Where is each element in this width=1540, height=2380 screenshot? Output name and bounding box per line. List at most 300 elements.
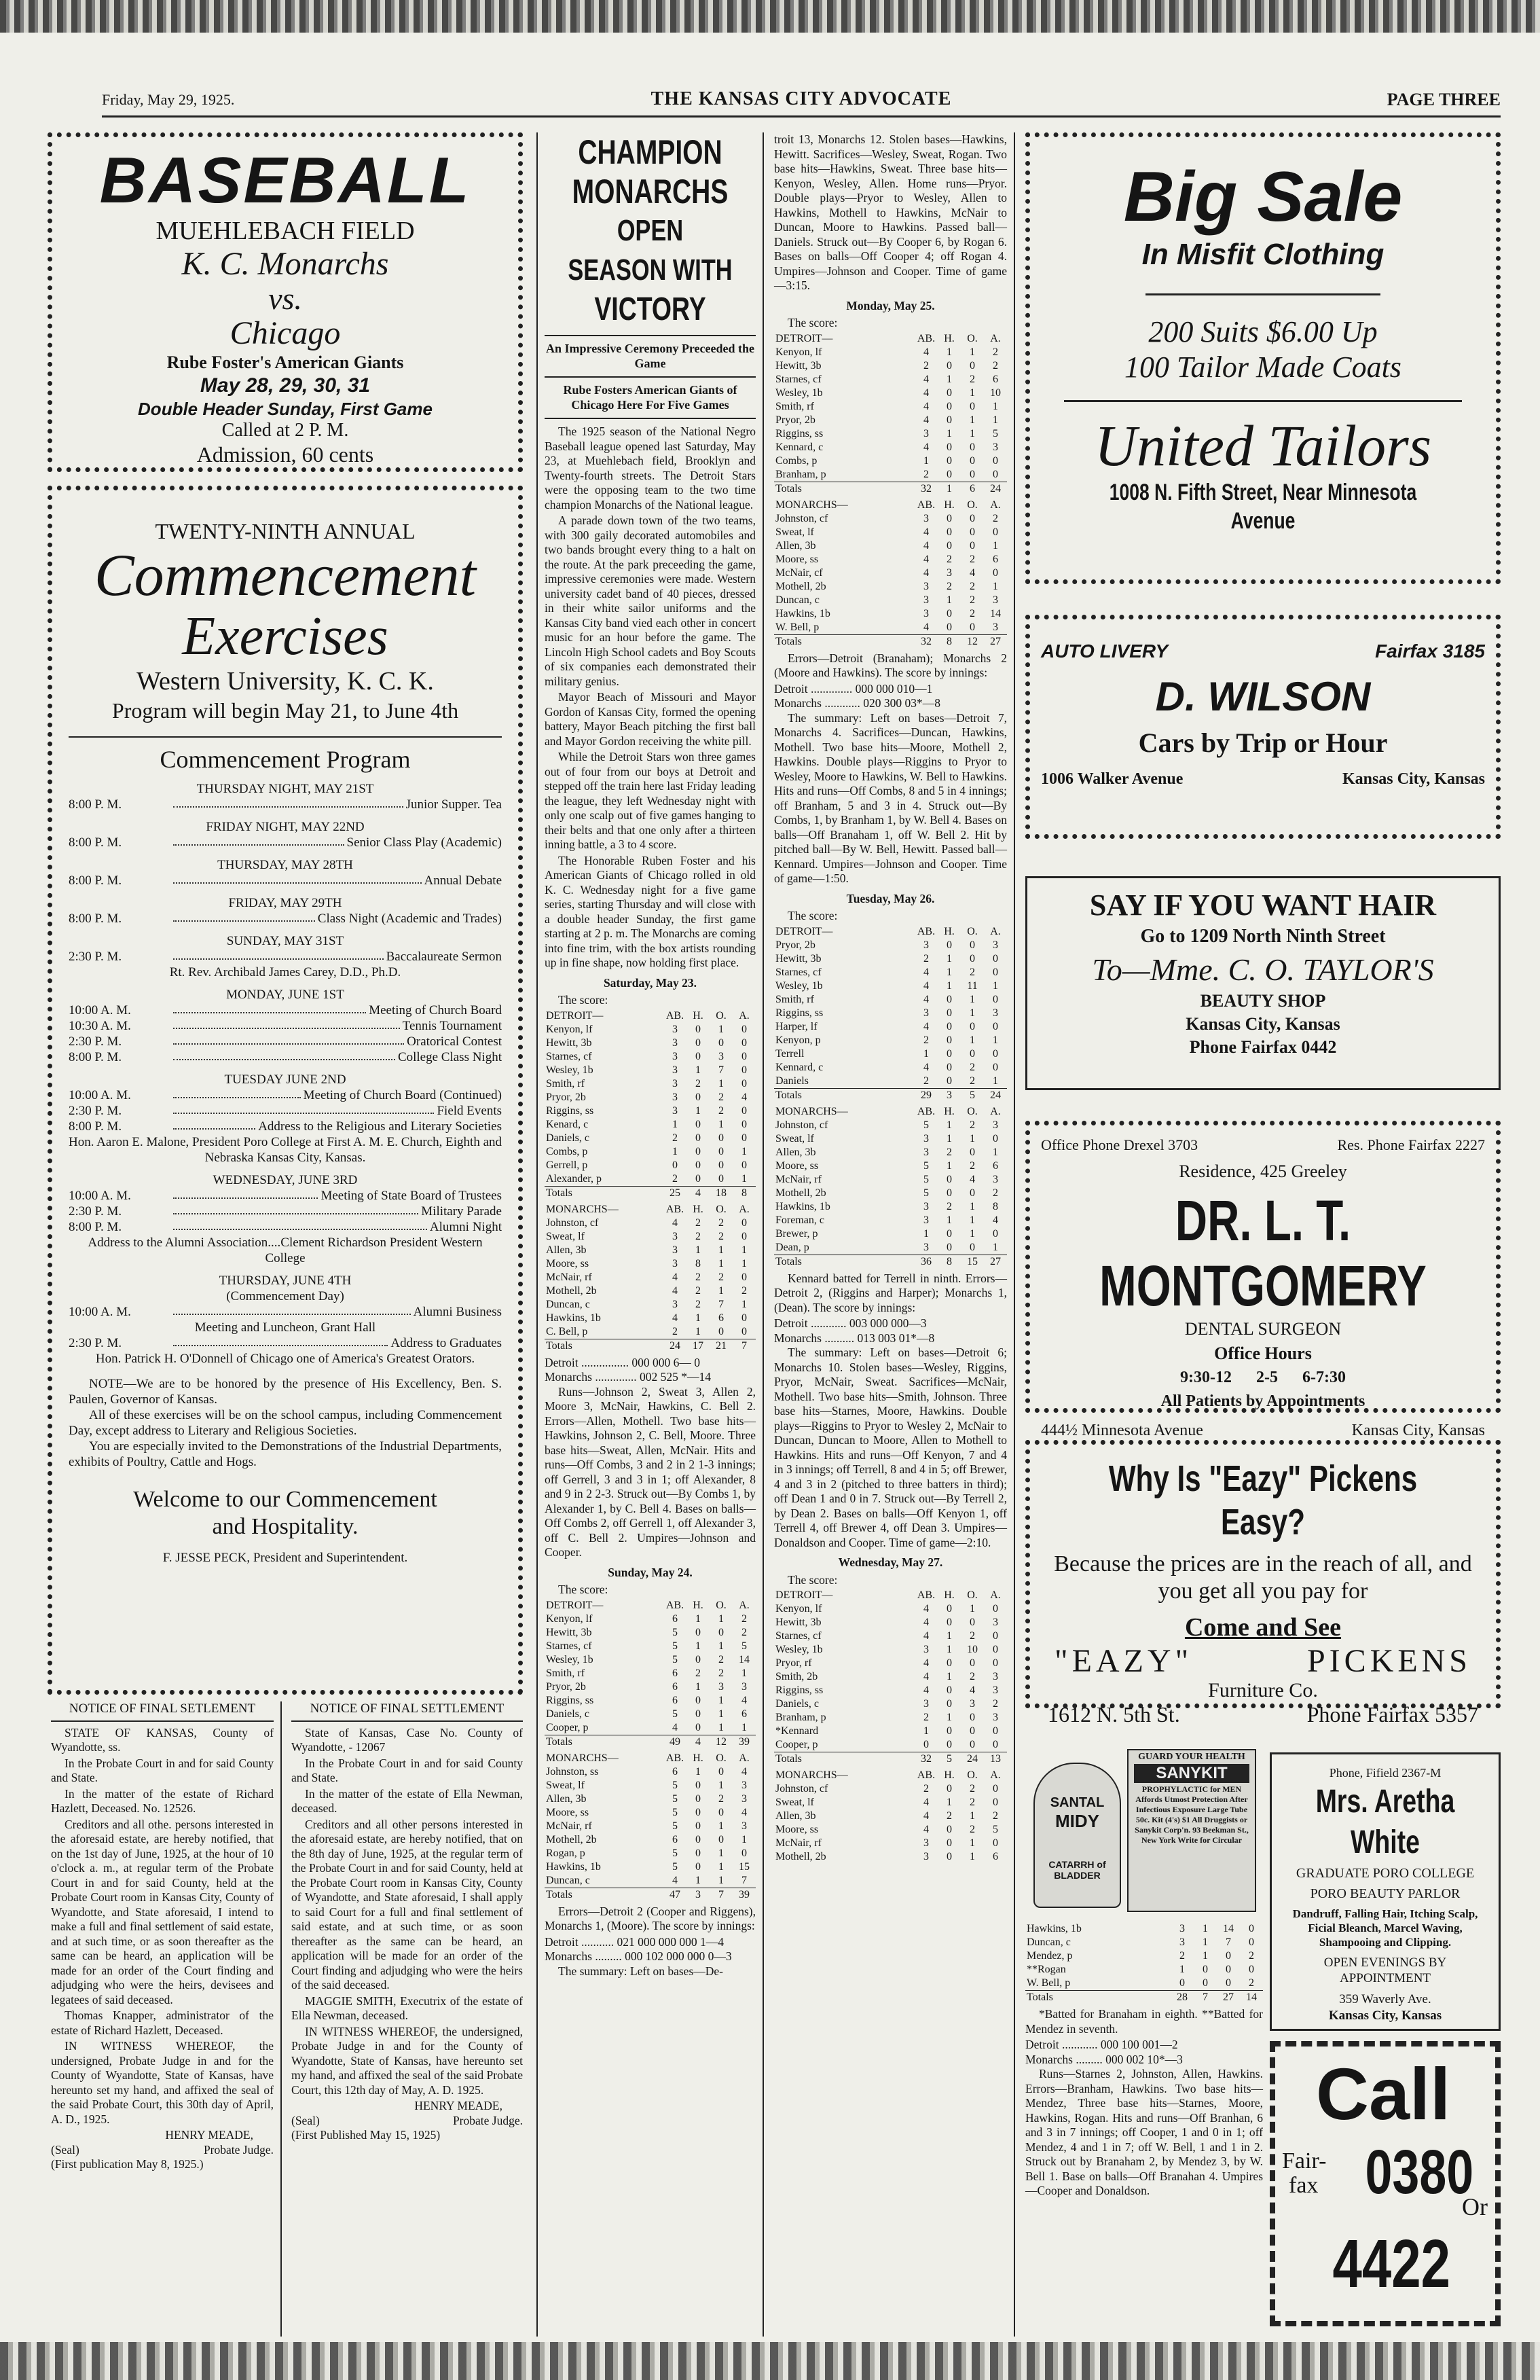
player-name: Allen, 3b <box>775 1146 816 1158</box>
player-stat: 5 <box>672 1806 678 1818</box>
player-stat: 1 <box>718 1612 724 1625</box>
player-row <box>545 1077 756 1091</box>
player-stat: 2 <box>970 1797 975 1808</box>
player-stat: 0 <box>741 1325 747 1337</box>
phone-0380: 0380 <box>1365 2138 1474 2207</box>
player-stat: 0 <box>947 512 952 524</box>
player-stat: 3 <box>741 1792 747 1805</box>
player-row <box>774 539 1007 553</box>
midy-word: MIDY <box>1055 1811 1099 1831</box>
player-stat: 6 <box>672 1680 678 1693</box>
player-stat: 5 <box>672 1626 678 1638</box>
player-stat: 1 <box>741 1298 747 1310</box>
player-row <box>774 454 1007 468</box>
player-row <box>774 1187 1007 1200</box>
player-stat: 6 <box>993 1159 998 1172</box>
player-stat: 4 <box>923 1061 929 1073</box>
livery-phone: Fairfax 3185 <box>1375 641 1485 662</box>
player-name: Wesley, 1b <box>775 979 823 992</box>
player-name: Wesley, 1b <box>546 1653 593 1665</box>
player-stat: 1 <box>947 1214 952 1226</box>
player-stat: 2 <box>718 1792 724 1805</box>
event-time: 10:00 A. M. <box>69 1003 131 1017</box>
note-demonstrations: You are especially invited to the Demonstrations of the Industrial Departments, exhibits of Poultry, Cattle and Hogs. <box>69 1439 502 1469</box>
player-stat: 4 <box>923 373 929 385</box>
player-name: Allen, 3b <box>775 1810 816 1822</box>
player-stat: 1 <box>947 1671 952 1682</box>
dot-leader <box>173 1003 366 1013</box>
player-stat: 5 <box>923 1119 929 1131</box>
notice-final-settlement-newman <box>289 1701 523 2337</box>
player-name: Starnes, cf <box>546 1640 592 1652</box>
sanykit-brand: SANYKIT <box>1134 1764 1249 1783</box>
player-stat: 1 <box>970 1810 975 1822</box>
player-stat: 0 <box>993 566 998 579</box>
stat-header: A. <box>990 1105 1001 1117</box>
player-name: W. Bell, p <box>1027 1977 1071 1989</box>
player-stat: 4 <box>923 1684 929 1696</box>
player-row <box>545 1216 756 1230</box>
player-stat: 1 <box>993 1241 998 1253</box>
player-stat: 4 <box>923 993 929 1005</box>
boxscore-header <box>774 499 1007 512</box>
player-stat: 4 <box>970 1684 975 1696</box>
dot-leader <box>173 1335 388 1346</box>
totals-stat: 24 <box>961 1752 984 1767</box>
player-stat: 0 <box>741 1847 747 1859</box>
team-monarchs: K. C. Monarchs <box>181 246 389 282</box>
program-dates: Program will begin May 21, to June 4th <box>111 698 459 723</box>
player-stat: 1 <box>947 1132 952 1144</box>
totals-stat: 32 <box>915 1752 938 1767</box>
player-name: Sweat, lf <box>546 1779 585 1791</box>
totals-stat: 39 <box>733 1888 756 1902</box>
notice2-judge: HENRY MEADE, <box>414 2099 502 2112</box>
event-name: Oratorical Contest <box>407 1034 502 1049</box>
player-name: Daniels, c <box>775 1698 819 1710</box>
player-stat: 5 <box>672 1653 678 1665</box>
player-row <box>545 1833 756 1847</box>
dentist-res-phone: Res. Phone Fairfax 2227 <box>1337 1136 1485 1153</box>
livery-city: Kansas City, Kansas <box>1342 770 1485 788</box>
player-name: Smith, rf <box>775 400 814 412</box>
player-stat: 1 <box>695 1612 701 1625</box>
wednesday-title: Wednesday, May 27. <box>838 1555 943 1569</box>
player-row <box>545 1792 756 1806</box>
catarrh-text: CATARRH of BLADDER <box>1048 1859 1106 1881</box>
hours-morning: 9:30-12 <box>1180 1369 1232 1386</box>
boxscore-table <box>774 332 1007 496</box>
stat-header: A. <box>739 1203 750 1215</box>
player-stat: 3 <box>993 939 998 951</box>
tuesday-line-monarchs: Monarchs .......... 013 003 01*—8 <box>774 1331 935 1345</box>
deck-ceremony: An Impressive Ceremony Preceeded the Game <box>546 342 754 370</box>
player-stat: 3 <box>923 1851 929 1862</box>
player-stat: 0 <box>947 1657 952 1669</box>
totals-label: Totals <box>774 1255 915 1269</box>
player-stat: 1 <box>741 1833 747 1845</box>
player-stat: 1 <box>993 414 998 426</box>
player-stat: 1 <box>718 1244 724 1256</box>
headline-champion-monarchs: CHAMPION MONARCHS <box>572 133 729 211</box>
player-stat: 2 <box>695 1284 701 1297</box>
player-stat: 0 <box>993 1837 998 1849</box>
player-stat: 0 <box>993 1047 998 1060</box>
player-stat: 5 <box>923 1187 929 1199</box>
player-stat: 3 <box>923 1132 929 1144</box>
player-row <box>774 1119 1007 1132</box>
player-row <box>545 1820 756 1833</box>
player-stat: 0 <box>695 1118 701 1130</box>
player-stat: 0 <box>1179 1977 1185 1989</box>
player-stat: 0 <box>718 1132 724 1144</box>
player-stat: 0 <box>947 1824 952 1835</box>
player-row <box>545 1284 756 1298</box>
totals-stat: 24 <box>984 1088 1007 1102</box>
player-stat: 1 <box>923 1047 929 1060</box>
player-stat: 0 <box>970 939 975 951</box>
field-name: MUEHLEBACH FIELD <box>155 217 415 245</box>
player-name: Kenyon, lf <box>546 1612 593 1625</box>
player-stat: 5 <box>672 1779 678 1791</box>
player-stat: 0 <box>947 1034 952 1046</box>
player-stat: 6 <box>741 1708 747 1720</box>
player-stat: 2 <box>741 1284 747 1297</box>
program-event <box>69 949 502 964</box>
totals-stat: 8 <box>938 1255 961 1269</box>
player-name: Kenyon, lf <box>775 1603 822 1615</box>
player-name: Allen, 3b <box>546 1244 587 1256</box>
player-stat: 2 <box>970 1061 975 1073</box>
player-stat: 5 <box>672 1792 678 1805</box>
white-phone: Phone, Fifield 2367-M <box>1329 1766 1442 1780</box>
player-stat: 0 <box>741 1036 747 1049</box>
pickens-body: Because the prices are in the reach of all, and you get all you pay for <box>1054 1551 1472 1604</box>
totals-stat: 12 <box>961 634 984 649</box>
program-event <box>69 1018 502 1034</box>
player-stat: 0 <box>695 1626 701 1638</box>
saturday-score-label: The score: <box>558 993 608 1007</box>
boxscore-table <box>1025 1922 1263 2004</box>
player-row <box>774 993 1007 1007</box>
dot-leader <box>173 1219 427 1230</box>
player-stat: 4 <box>923 1810 929 1822</box>
totals-row <box>545 1186 756 1200</box>
notice2-judge-title: Probate Judge. <box>452 2113 523 2127</box>
saturday-summary: Runs—Johnson 2, Sweat 3, Allen 2, Moore 3, McNair, Hawkins, C. Bell 2. Errors—Allen, Mothell. Two base hits—Hawkins, Johnson 2, C. Bell, Moore. Three base hits—Sweat, Allen, McNair. Hits and runs—Off Combs, 3 and 2 in 2 1-3 innings; off Gerrell, 3 and 3 in 1; off Alexander, 8 and 9 in 2 2-3. Struck out—By Combs 1, by Alexander 1, by C. Bell 4. Bases on balls—Off Combs 2, off Gerrell 1, off Alexander 3, off C. Bell 2. Umpires—Johnson and Cooper. <box>545 1384 756 1559</box>
player-stat: 1 <box>695 1244 701 1256</box>
totals-stat: 27 <box>984 1255 1007 1269</box>
commencement-ad <box>48 486 523 1695</box>
player-row <box>774 346 1007 359</box>
player-name: Wesley, 1b <box>775 1644 823 1655</box>
event-time: 8:00 P. M. <box>69 835 122 850</box>
player-row <box>774 1047 1007 1061</box>
totals-label: Totals <box>774 1088 915 1102</box>
player-stat: 3 <box>993 1617 998 1628</box>
tuesday-title: Tuesday, May 26. <box>846 891 935 905</box>
player-name: Moore, ss <box>546 1257 589 1269</box>
player-stat: 1 <box>947 1712 952 1723</box>
program-event <box>69 1335 502 1351</box>
wednesday-notes: *Batted for Branaham in eighth. **Batted for Mendez in seventh. <box>1025 2007 1263 2036</box>
player-stat: 0 <box>947 468 952 480</box>
event-name: Meeting of Church Board <box>369 1003 502 1017</box>
versus: vs. <box>268 281 302 316</box>
program-day-heading: THURSDAY, MAY 28TH <box>217 858 353 872</box>
player-stat: 3 <box>741 1680 747 1693</box>
player-stat: 4 <box>741 1806 747 1818</box>
event-time: 8:00 P. M. <box>69 1050 122 1064</box>
team-name: MONARCHS— <box>546 1752 619 1764</box>
totals-stat: 36 <box>915 1255 938 1269</box>
totals-stat: 3 <box>686 1888 710 1902</box>
player-stat: 1 <box>741 1145 747 1157</box>
player-stat: 1 <box>970 1837 975 1849</box>
player-stat: 0 <box>970 1047 975 1060</box>
player-stat: 0 <box>993 1603 998 1615</box>
totals-stat: 32 <box>915 482 938 496</box>
player-stat: 2 <box>695 1216 701 1229</box>
dot-leader <box>173 1049 395 1060</box>
player-stat: 5 <box>672 1860 678 1873</box>
player-stat: 1 <box>970 414 975 426</box>
team-name: DETROIT— <box>775 925 833 937</box>
event-name: Meeting of State Board of Trustees <box>320 1189 502 1203</box>
player-stat: 3 <box>741 1820 747 1832</box>
event-time: 8:00 P. M. <box>69 1220 122 1234</box>
player-stat: 3 <box>672 1050 678 1062</box>
santal-logo <box>1033 1763 1121 1908</box>
stat-header: H. <box>944 1769 955 1781</box>
player-stat: 2 <box>741 1626 747 1638</box>
player-stat: 4 <box>923 966 929 978</box>
player-stat: 0 <box>1249 1923 1254 1934</box>
player-stat: 0 <box>947 400 952 412</box>
player-stat: 0 <box>718 1806 724 1818</box>
player-name: Duncan, c <box>546 1874 590 1886</box>
player-row <box>774 1007 1007 1020</box>
player-name: McNair, rf <box>775 1173 822 1185</box>
player-stat: 1 <box>718 1860 724 1873</box>
player-name: Johnston, cf <box>546 1216 599 1229</box>
player-row <box>545 1806 756 1820</box>
player-stat: 1 <box>970 1007 975 1019</box>
monday-detroit-boxscore <box>774 332 1007 496</box>
saturday-detroit-boxscore <box>545 1009 756 1200</box>
player-stat: 0 <box>970 1725 975 1737</box>
totals-stat: 24 <box>663 1339 686 1353</box>
player-stat: 1 <box>718 1077 724 1089</box>
pickens-eazy: "EAZY" <box>1055 1643 1193 1679</box>
player-stat: 3 <box>1179 1936 1185 1948</box>
program-day-subheading: (Commencement Day) <box>226 1289 344 1303</box>
player-row <box>1025 1922 1263 1936</box>
player-stat: 1 <box>993 979 998 992</box>
white-parlor: PORO BEAUTY PARLOR <box>1310 1886 1461 1901</box>
totals-stat: 3 <box>938 1088 961 1102</box>
player-stat: 0 <box>695 1847 701 1859</box>
auto-livery-ad <box>1025 615 1501 839</box>
article-paragraph: While the Detroit Stars won three games out of four from our boys at Detroit and stepped off the train here last Friday leading the league, they left Wednesday night with only one scalp out of five games hanging to their belts and that one only after a thirteen inning battle, a 3 to 4 score. <box>545 750 756 851</box>
notice-paragraph: In the matter of the estate of Ella Newman, deceased. <box>291 1786 523 1815</box>
player-stat: 4 <box>672 1284 678 1297</box>
player-row <box>774 468 1007 482</box>
totals-label: Totals <box>545 1888 663 1902</box>
player-stat: 4 <box>923 386 929 399</box>
player-stat: 0 <box>947 1783 952 1795</box>
player-stat: 3 <box>672 1104 678 1117</box>
player-stat: 0 <box>970 454 975 467</box>
issue-date: Friday, May 29, 1925. <box>102 91 235 108</box>
player-stat: 2 <box>993 1810 998 1822</box>
totals-row <box>545 1735 756 1749</box>
team-name: MONARCHS— <box>546 1203 619 1215</box>
boxscore-header <box>774 1769 1007 1782</box>
team-name: MONARCHS— <box>775 499 848 511</box>
player-stat: 0 <box>947 1173 952 1185</box>
player-row <box>774 1061 1007 1075</box>
player-name: Smith, 2b <box>775 1671 818 1682</box>
totals-stat: 15 <box>961 1255 984 1269</box>
player-stat: 4 <box>923 1603 929 1615</box>
wednesday-continued <box>1025 1922 1263 2337</box>
player-stat: 0 <box>947 526 952 538</box>
player-name: Hawkins, 1b <box>546 1312 601 1324</box>
player-stat: 10 <box>967 1644 978 1655</box>
program-day-heading: WEDNESDAY, JUNE 3RD <box>213 1173 358 1187</box>
player-stat: 0 <box>993 1061 998 1073</box>
monday-score-label: The score: <box>788 316 838 329</box>
player-stat: 1 <box>672 1145 678 1157</box>
player-name: Hewitt, 3b <box>546 1626 592 1638</box>
santal-word: SANTAL <box>1050 1795 1105 1810</box>
player-stat: 5 <box>993 427 998 439</box>
player-name: Moore, ss <box>775 1159 819 1172</box>
player-stat: 0 <box>947 539 952 552</box>
player-row <box>774 1034 1007 1047</box>
notice1-seal: (Seal) <box>51 2142 79 2157</box>
player-stat: 0 <box>947 1020 952 1032</box>
player-stat: 0 <box>993 952 998 964</box>
player-row <box>545 1779 756 1792</box>
player-stat: 1 <box>970 427 975 439</box>
totals-label: Totals <box>545 1339 663 1353</box>
program-event-note: Address to the Alumni Association....Clement Richardson President Western College <box>88 1236 483 1265</box>
player-row <box>774 966 1007 979</box>
boxscore-header <box>774 1589 1007 1602</box>
player-stat: 3 <box>923 1837 929 1849</box>
dot-leader <box>173 949 384 960</box>
totals-stat: 17 <box>686 1339 710 1353</box>
article-paragraph: The Honorable Ruben Foster and his American Giants of Chicago rolled in old K. C. Wednesday night for a five game series, starting Thursday and will close with a double header Sunday, the first game starting at 2 p. m. The Monarchs are coming into fine trim, with the box artists rounding up in fine shape, now holding first place. <box>545 853 756 969</box>
player-row <box>545 1721 756 1735</box>
player-name: Mothell, 2b <box>775 580 826 592</box>
player-name: Hewitt, 3b <box>775 359 822 372</box>
event-time: 2:30 P. M. <box>69 1336 122 1350</box>
player-stat: 0 <box>993 526 998 538</box>
sunday-title: Sunday, May 24. <box>608 1565 693 1579</box>
player-stat: 2 <box>718 1104 724 1117</box>
program-event-note: Rt. Rev. Archibald James Carey, D.D., Ph.D. <box>169 965 401 979</box>
stat-header: H. <box>944 1105 955 1117</box>
player-stat: 4 <box>923 1630 929 1642</box>
boxscore-header <box>545 1009 756 1023</box>
program-event-note: Hon. Patrick H. O'Donnell of Chicago one of America's Greatest Orators. <box>95 1352 475 1366</box>
player-stat: 4 <box>923 441 929 453</box>
player-stat: 1 <box>923 454 929 467</box>
player-stat: 2 <box>970 1783 975 1795</box>
welcome-text: Welcome to our Commencement and Hospitality. <box>133 1487 437 1539</box>
player-name: Kenard, c <box>546 1118 589 1130</box>
boxscore-table <box>774 1769 1007 1864</box>
totals-row <box>545 1888 756 1902</box>
player-name: Sweat, lf <box>775 1132 814 1144</box>
sale-word: Sale <box>1257 158 1403 236</box>
stat-header: AB. <box>665 1203 684 1215</box>
notice-paragraph: Creditors and all othe. persons interested in the aforesaid estate, are hereby notified, that on the 1st day of June, 1925, at the hour of 10 o'clock a. m., at regular term of the Probate Court in and for said County, held at the Probate Court room in Kansas City, County of Wyandotte, and State aforesaid, I intend to make a full and final settlement of said estate, and at such time, or as soon thereafter as the same can be heard, an application will be made for an order of the Court finding and adjudging who were the heirs, devisees and legatees of said deceased. <box>51 1817 274 2006</box>
player-name: Pryor, 2b <box>546 1091 586 1103</box>
player-stat: 4 <box>741 1765 747 1778</box>
player-stat: 0 <box>947 414 952 426</box>
player-stat: 0 <box>947 1617 952 1628</box>
player-stat: 1 <box>718 1023 724 1035</box>
player-stat: 2 <box>1249 1977 1254 1989</box>
player-stat: 2 <box>718 1230 724 1242</box>
aretha-white-ad <box>1270 1752 1501 2031</box>
player-stat: 0 <box>947 1603 952 1615</box>
player-stat: 0 <box>970 359 975 372</box>
stat-header: A. <box>739 1752 750 1764</box>
totals-stat: 24 <box>984 482 1007 496</box>
player-stat: 4 <box>923 1657 929 1669</box>
player-row <box>774 1629 1007 1643</box>
player-stat: 7 <box>718 1298 724 1310</box>
stat-header: A. <box>990 1769 1001 1781</box>
event-time: 8:00 P. M. <box>69 912 122 926</box>
player-stat: 1 <box>741 1257 747 1269</box>
team-chicago: Chicago <box>230 315 341 351</box>
player-stat: 1 <box>718 1118 724 1130</box>
player-stat: 2 <box>993 1698 998 1710</box>
event-time: 8:00 P. M. <box>69 797 122 812</box>
player-stat: 0 <box>970 621 975 633</box>
baseball-ad <box>48 132 523 472</box>
saturday-monarchs-boxscore <box>545 1203 756 1353</box>
player-stat: 1 <box>695 1312 701 1324</box>
player-stat: 1 <box>1179 1964 1185 1975</box>
program-day-heading: TUESDAY JUNE 2ND <box>224 1072 346 1087</box>
office-hours-label: Office Hours <box>1214 1344 1312 1363</box>
player-stat: 1 <box>970 386 975 399</box>
player-name: Duncan, c <box>775 594 820 606</box>
notice-paragraph: In the matter of the estate of Richard Hazlett, Deceased. No. 12526. <box>51 1786 274 1815</box>
player-stat: 2 <box>970 594 975 606</box>
team-name: DETROIT— <box>775 1589 833 1601</box>
player-stat: 0 <box>741 1230 747 1242</box>
player-stat: 2 <box>1179 1950 1185 1962</box>
big-word: Big <box>1123 158 1238 236</box>
boxscore-header <box>545 1752 756 1765</box>
totals-row <box>545 1339 756 1353</box>
player-stat: 0 <box>695 1820 701 1832</box>
player-stat: 2 <box>993 346 998 358</box>
player-stat: 0 <box>993 1227 998 1240</box>
player-row <box>545 1312 756 1325</box>
player-stat: 8 <box>695 1257 701 1269</box>
stat-header: AB. <box>665 1599 684 1611</box>
player-stat: 4 <box>970 1173 975 1185</box>
